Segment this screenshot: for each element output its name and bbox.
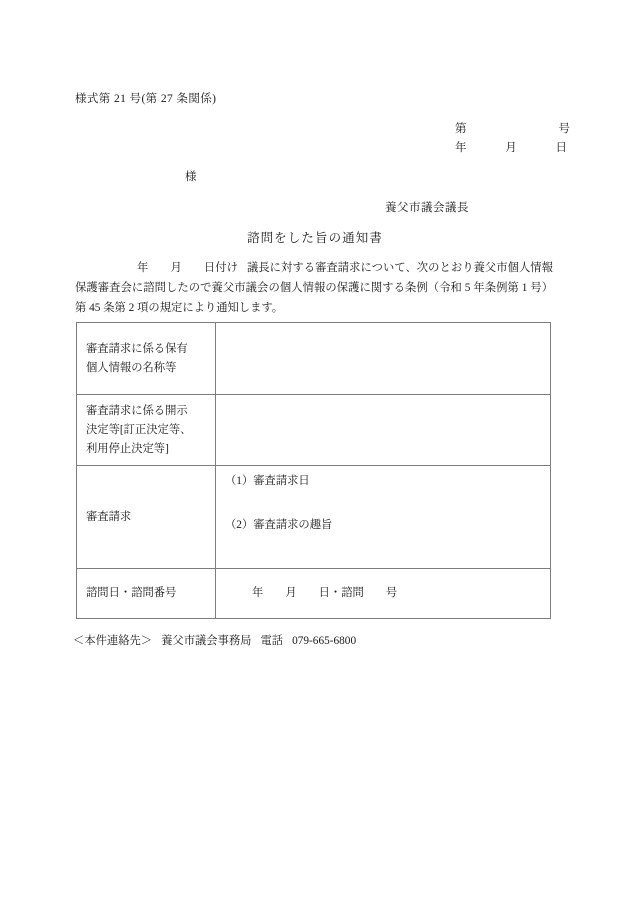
contact-phone-label: 電話 bbox=[260, 635, 284, 647]
contact-line bbox=[73, 632, 356, 648]
form-number: 様式第 21 号(第 27 条関係) bbox=[75, 93, 217, 105]
document-date-year: 年 bbox=[455, 142, 467, 154]
issuer-name: 養父市議会議長 bbox=[385, 202, 469, 214]
row-label-line: 審査請求に係る保有 bbox=[86, 342, 188, 355]
row-label-line: 審査請求 bbox=[86, 510, 132, 523]
document-number-block bbox=[455, 120, 570, 158]
document-number-row bbox=[455, 120, 570, 139]
row-label-line: 個人情報の名称等 bbox=[86, 361, 177, 374]
document-number-label: 第 bbox=[455, 123, 467, 135]
row-label-line: 決定等[訂正決定等、 bbox=[86, 423, 192, 436]
review-request-item-date: （1）審査請求日 bbox=[225, 475, 310, 487]
contact-office: 養父市議会事務局 bbox=[161, 635, 252, 647]
table-row bbox=[77, 466, 551, 569]
document-date-day: 日 bbox=[555, 142, 567, 154]
document-date-row bbox=[455, 139, 570, 158]
consultation-date-month: 月 bbox=[285, 587, 297, 599]
table-row bbox=[77, 395, 551, 466]
contact-phone-number: 079-665-6800 bbox=[292, 635, 357, 647]
table-row bbox=[77, 323, 551, 395]
document-number-unit: 号 bbox=[558, 123, 570, 135]
table-row bbox=[77, 569, 551, 619]
notification-table bbox=[76, 322, 551, 619]
body-date-month: 月 bbox=[170, 262, 182, 274]
row-label-line: 諮問日・諮問番号 bbox=[86, 587, 177, 599]
consultation-date-day-label: 日・諮問 bbox=[318, 587, 364, 599]
row-value-disclosure-decision[interactable] bbox=[216, 395, 551, 466]
body-date-suffix: 日付け bbox=[203, 262, 238, 274]
row-label-line: 審査請求に係る開示 bbox=[86, 404, 188, 417]
body-paragraph bbox=[75, 258, 553, 318]
consultation-number-unit: 号 bbox=[385, 587, 398, 599]
body-date-year: 年 bbox=[137, 262, 149, 274]
contact-label: ＜本件連絡先＞ bbox=[73, 635, 153, 647]
body-text: 議長に対する審査請求について、次のとおり養父市個人情報保護審査会に諮問したので養父市議会の個人情報の保護に関する条例（令和 5 年条例第 1 号）第 45 条第 2 項の規定により通知します。 bbox=[75, 262, 553, 314]
row-value-consultation-date-number[interactable] bbox=[216, 569, 551, 619]
row-label-line: 利用停止決定等] bbox=[86, 442, 169, 455]
row-value-review-request[interactable] bbox=[216, 466, 551, 569]
document-date-month: 月 bbox=[505, 142, 517, 154]
row-label-review-request bbox=[77, 466, 216, 569]
addressee-honorific: 様 bbox=[185, 171, 197, 183]
row-value-retained-info-name[interactable] bbox=[216, 323, 551, 395]
row-label-retained-info-name bbox=[77, 323, 216, 395]
consultation-date-year: 年 bbox=[252, 587, 264, 599]
review-request-item-purport: （2）審査請求の趣旨 bbox=[225, 519, 333, 531]
row-label-disclosure-decision bbox=[77, 395, 216, 466]
row-label-consultation-date-number bbox=[77, 569, 216, 619]
consultation-date-fields bbox=[225, 587, 397, 599]
page-title: 諮問をした旨の通知書 bbox=[246, 231, 383, 245]
